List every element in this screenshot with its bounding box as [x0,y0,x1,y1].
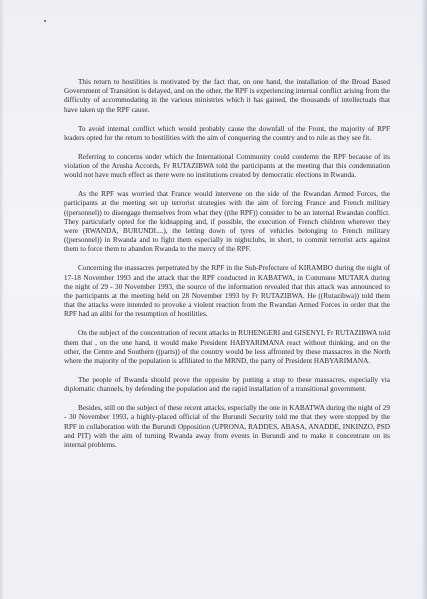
document-body [64,78,390,460]
paragraph-8: Besides, still on the subject of these recent attacks, especially the one in KABATWA during the night of 29 - 30 November 1993, a highly-placed official of the Burundi Security told me that they were stopped by the RPF in collaboration with the Burundi Opposition (UPRONA, RADDES, ABASA, ANADDE, INKINZO, PSD and PIT) with the aim of turning Rwanda away from events in Burundi and to make it concentrate on its internal problems. [64,404,390,450]
paragraph-6: On the subject of the concentration of recent attacks in RUHENGERI and GISENYI, Fr RUTAZIBWA told them that , on the one hand, it would make President HABYARIMANA react without thinking, and on the other, the Centre and Southern ((parts)) of the country would be less affronted by these massacres in the North where the majority of the population is affiliated to the MRND, the party of President HABYARIMANA. [64,329,390,366]
page-edge-shadow-right [421,0,427,599]
paragraph-2: To avoid internal conflict which would probably cause the downfall of the Front, the majority of RPF leaders opted for the return to hostilities with the aim of conquering the country and to rule as they see fit. [64,124,390,142]
paragraph-4: As the RPF was worried that France would intervene on the side of the Rwandan Armed Forces, the participants at the meeting set up terrorist strategies with the aim of forcing France and French military ((personnel)) to disengage themselves from what they ((the RPF)) consider to be an internal Rwandan conflict. They particularly opted for the kidnapping and, if possible, the execution of French children wherever they were (RWANDA, BURUNDI....), the letting down of tyres of vehicles belonging to French military ((personnel)) in Rwanda and to fight them especially in nightclubs, in short, to commit terrorist acts against them to force them to abandon Rwanda to the mercy of the RPF. [64,190,390,254]
paragraph-7: The people of Rwanda should prove the opposite by putting a stop to these massacres, especially via diplomatic channels, by defending the population and the rapid installation of a transitional government. [64,376,390,394]
scan-speck [44,20,46,22]
page-edge-shadow-left [0,0,4,599]
paragraph-3: Referring to concerns under which the International Community could condemn the RPF because of its violation of the Arusha Accords, Fr RUTAZIBWA told the participants at the meeting that this condemnation would not have much effect as there were no institutions created by democratic elections in Rwanda. [64,152,390,180]
paragraph-1: This return to hostilities is motivated by the fact that, on one hand, the installation of the Broad Based Government of Transition is delayed, and on the other, the RPF is experiencing internal conflict arising from the difficulty of accommodating in the various ministries which it has gained, the thousands of intellectuals that have taken up the RPF cause. [64,78,390,114]
paragraph-5: Concerning the massacres perpetrated by the RPF in the Sub-Prefecture of KIRAMBO during the night of 17-18 November 1993 and the attack that the RPF conducted in KABATWA, in Commune MUTARA during the night of 29 - 30 November 1993, the source of the information revealed that this attack was announced to the participants at the meeting held on 28 November 1993 by Fr RUTAZIBWA. He ((Rutazibwa)) told them that the attacks were intended to provoke a violent reaction from the Rwandan Armed Forces in order that the RPF had an alibi for the resumption of hostilities. [64,264,390,319]
